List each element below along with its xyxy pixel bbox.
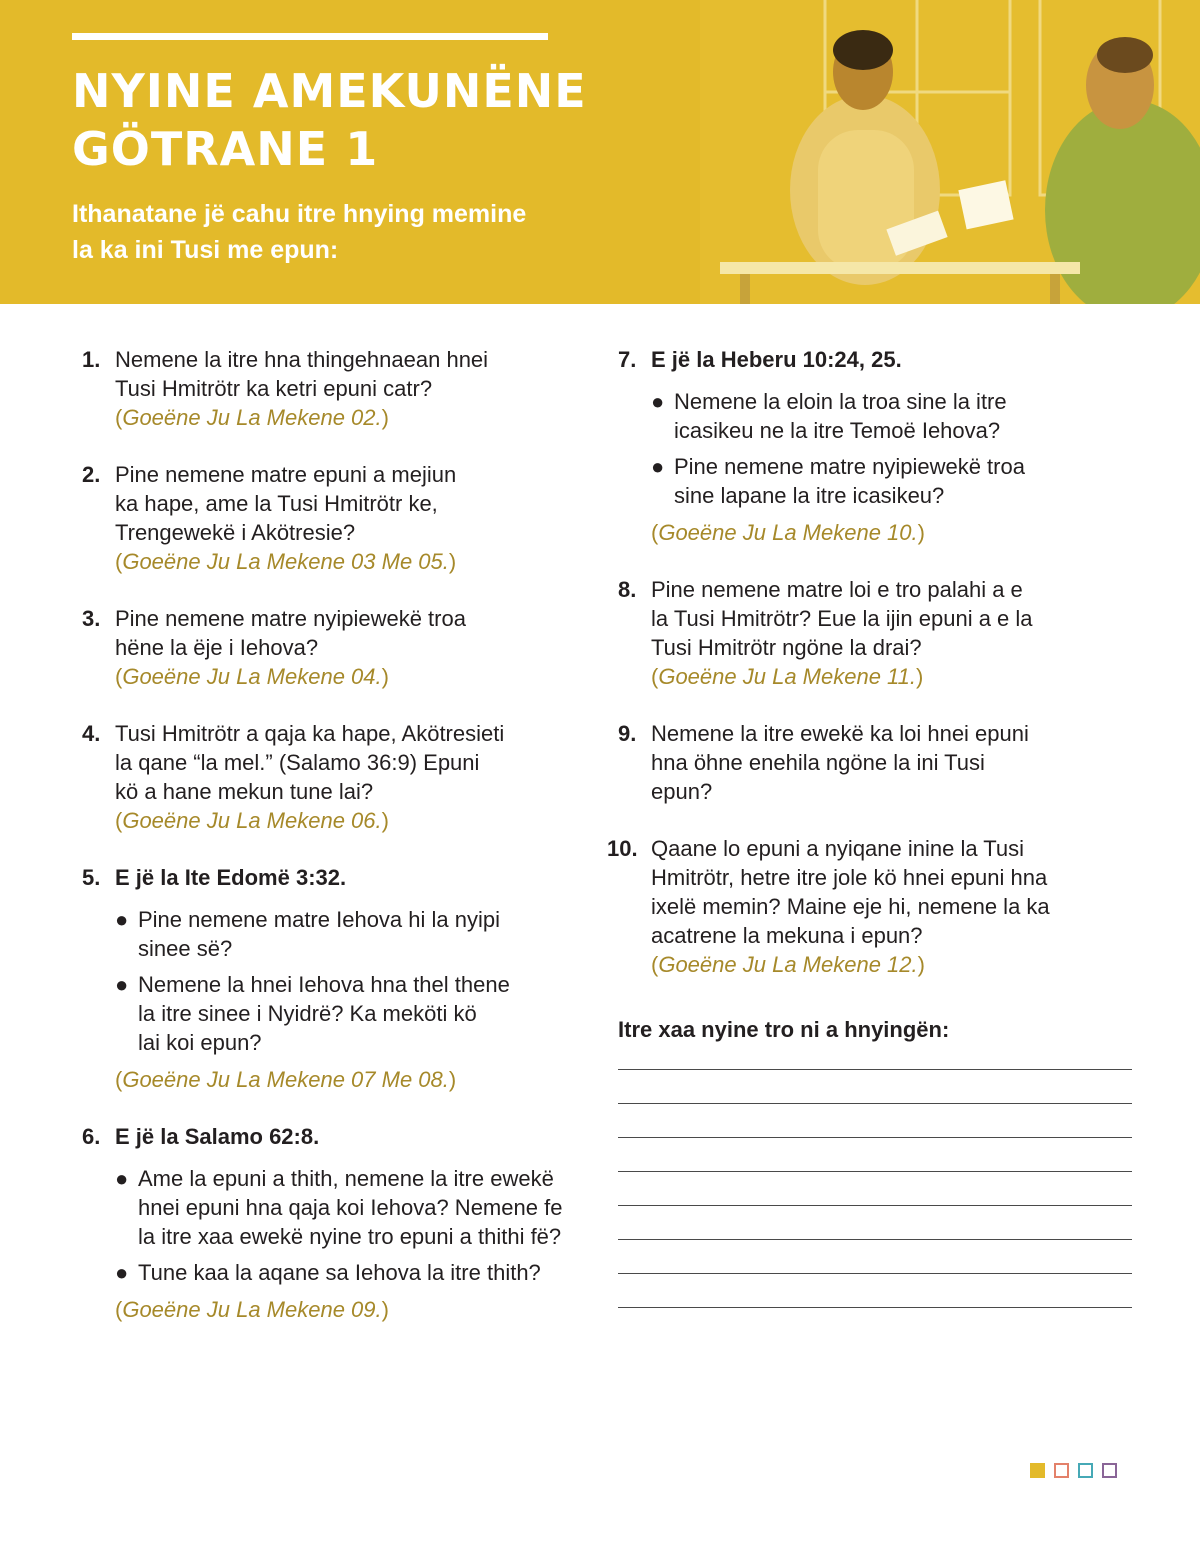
question-text-line: Pine nemene matre epuni a mejiun <box>115 462 457 487</box>
bible-study-illustration <box>700 0 1200 304</box>
question-reference: Goeëne Ju La Mekene 09. <box>122 1297 382 1322</box>
question-text-line: acatrene la mekuna i epun? <box>651 923 923 948</box>
header-rule <box>72 33 548 40</box>
questions-right-column <box>607 345 1138 1308</box>
question-number: 10. <box>607 836 638 861</box>
question-number: 7. <box>618 347 637 372</box>
question-1: 1. Nemene la itre hna thingehnaean hnei Tusi Hmitrötr ka ketri epuni catr? (Goeëne Ju La Mekene 02.) <box>82 347 489 430</box>
answer-line[interactable] <box>618 1069 1132 1070</box>
bullet-text-line: Tune kaa la aqane sa Iehova la itre thith? <box>138 1260 541 1285</box>
bullet-text-line: Pine nemene matre Iehova hi la nyipi <box>138 907 500 932</box>
bullet-text-line: hnei epuni hna qaja koi Iehova? Nemene fe <box>138 1195 563 1220</box>
question-reference: Goeëne Ju La Mekene 04. <box>122 664 382 689</box>
bullet-dot-icon: ● <box>115 972 129 997</box>
bullet-list <box>115 905 592 1057</box>
question-number: 4. <box>82 721 101 746</box>
answer-line[interactable] <box>618 1239 1132 1240</box>
subtitle-line-2: la ka ini Tusi me epun: <box>72 236 339 264</box>
answer-line[interactable] <box>618 1273 1132 1274</box>
bullet-list <box>115 1164 592 1287</box>
page-subtitle <box>72 196 592 268</box>
question-reference: Goeëne Ju La Mekene 02. <box>122 405 382 430</box>
question-text-line: la Tusi Hmitrötr? Eue la ijin epuni a e la <box>651 606 1033 631</box>
question-3: 3. Pine nemene matre nyipiewekë troa hëne la ëje i Iehova? (Goeëne Ju La Mekene 04.) <box>82 606 466 689</box>
question-text-line: ka hape, ame la Tusi Hmitrötr ke, <box>115 491 438 516</box>
question-7: 7. E jë la Heberu 10:24, 25. ● Nemene la eloin la troa sine la itre icasikeu ne la itre Temoë Iehova? ● Pine nemene matre nyipiewekë troa sine lapane la itre icasikeu? (Goeëne Ju La Mekene 10.) <box>618 345 1138 547</box>
footer-squares <box>1030 1463 1117 1478</box>
question-text-line: la qane “la mel.” (Salamo 36:9) Epuni <box>115 750 480 775</box>
question-text-line: epun? <box>651 779 713 804</box>
question-10: 10. Qaane lo epuni a nyiqane inine la Tusi Hmitrötr, hetre itre jole kö hnei epuni hna ixelë memin? Maine eje hi, nemene la ka acatrene la mekuna i epun? (Goeëne Ju La Mekene 12.) <box>607 836 1050 977</box>
answer-line[interactable] <box>618 1307 1132 1308</box>
square-outline-icon <box>1078 1463 1093 1478</box>
bullet-text-line: Nemene la eloin la troa sine la itre <box>674 389 1007 414</box>
question-text-line: Pine nemene matre nyipiewekë troa <box>115 606 466 631</box>
answer-line[interactable] <box>618 1205 1132 1206</box>
question-text-line: ixelë memin? Maine eje hi, nemene la ka <box>651 894 1050 919</box>
question-5: 5. E jë la Ite Edomë 3:32. ● Pine nemene matre Iehova hi la nyipi sinee së? ● Nemene la hnei Iehova hna thel thene la itre sinee i Nyidrë? Ka meköti kö lai koi epun? (Goeëne Ju La Mekene 07 Me 08.) <box>82 863 592 1094</box>
question-8: 8. Pine nemene matre loi e tro palahi a e la Tusi Hmitrötr? Eue la ijin epuni a e la Tusi Hmitrötr ngöne la drai? (Goeëne Ju La Mekene 11.) <box>618 577 1033 689</box>
question-text-line: Tusi Hmitrötr ka ketri epuni catr? <box>115 376 433 401</box>
bullet-item <box>651 452 1138 510</box>
header-banner <box>0 0 1200 304</box>
square-outline-icon <box>1102 1463 1117 1478</box>
bullet-text-line: Pine nemene matre nyipiewekë troa <box>674 454 1025 479</box>
answer-line[interactable] <box>618 1137 1132 1138</box>
bullet-text-line: Nemene la hnei Iehova hna thel thene <box>138 972 510 997</box>
question-text-line: Trengewekë i Akötresie? <box>115 520 356 545</box>
bullet-text-line: la itre sinee i Nyidrë? Ka meköti kö <box>138 1001 477 1026</box>
bullet-text-line: icasikeu ne la itre Temoë Iehova? <box>674 418 1001 443</box>
question-reference: Goeëne Ju La Mekene 11. <box>658 664 916 689</box>
question-number: 2. <box>82 462 101 487</box>
answer-line[interactable] <box>618 1103 1132 1104</box>
bullet-dot-icon: ● <box>115 907 129 932</box>
question-number: 8. <box>618 577 637 602</box>
question-text-line: Pine nemene matre loi e tro palahi a e <box>651 577 1023 602</box>
questions-left-column <box>82 345 592 1324</box>
question-text-line: Tusi Hmitrötr a qaja ka hape, Akötresieti <box>115 721 505 746</box>
bullet-dot-icon: ● <box>651 389 665 414</box>
question-text-line: Nemene la itre hna thingehnaean hnei <box>115 347 489 372</box>
bullet-item <box>115 1258 592 1287</box>
question-4: 4. Tusi Hmitrötr a qaja ka hape, Akötresieti la qane “la mel.” (Salamo 36:9) Epuni kö a hane mekun tune lai? (Goeëne Ju La Mekene 06.) <box>82 721 505 833</box>
bullet-list <box>651 387 1138 510</box>
bullet-text-line: sinee së? <box>138 936 233 961</box>
question-text-line: Qaane lo epuni a nyiqane inine la Tusi <box>651 836 1025 861</box>
square-filled-icon <box>1030 1463 1045 1478</box>
question-6: 6. E jë la Salamo 62:8. ● Ame la epuni a thith, nemene la itre ewekë hnei epuni hna qaja koi Iehova? Nemene fe la itre xaa ewekë nyine tro epuni a thithi fë? ● Tune kaa la aqane sa Iehova la itre thith? (Goeëne Ju La Mekene 09.) <box>82 1122 592 1324</box>
question-text-line: hëne la ëje i Iehova? <box>115 635 319 660</box>
question-reference: Goeëne Ju La Mekene 03 Me 05. <box>122 549 449 574</box>
question-number: 1. <box>82 347 101 372</box>
bullet-dot-icon: ● <box>115 1260 129 1285</box>
question-text-line: Hmitrötr, hetre itre jole kö hnei epuni hna <box>651 865 1048 890</box>
bullet-text-line: Ame la epuni a thith, nemene la itre ewekë <box>138 1166 554 1191</box>
title-line-2: GÖTRANE 1 <box>72 122 379 176</box>
question-9 <box>618 719 1138 806</box>
answer-line[interactable] <box>618 1171 1132 1172</box>
question-reference: Goeëne Ju La Mekene 07 Me 08. <box>122 1067 449 1092</box>
bullet-text-line: la itre xaa ewekë nyine tro epuni a thithi fë? <box>138 1224 562 1249</box>
question-number: 9. <box>618 721 637 746</box>
title-line-1: NYINE AMEKUNËNE <box>72 64 587 118</box>
notes-heading: Itre xaa nyine tro ni a hnyingën: <box>618 1017 950 1042</box>
question-heading: E jë la Ite Edomë 3:32. <box>115 865 347 890</box>
subtitle-line-1: Ithanatane jë cahu itre hnying memine <box>72 200 527 228</box>
question-text-line: hna öhne enehila ngöne la ini Tusi <box>651 750 985 775</box>
question-reference: Goeëne Ju La Mekene 06. <box>122 808 382 833</box>
bullet-dot-icon: ● <box>651 454 665 479</box>
bullet-dot-icon: ● <box>115 1166 129 1191</box>
question-reference: Goeëne Ju La Mekene 10. <box>658 520 918 545</box>
bullet-item <box>115 1164 592 1251</box>
bullet-item <box>115 905 592 963</box>
question-number: 3. <box>82 606 101 631</box>
question-heading: E jë la Heberu 10:24, 25. <box>651 347 902 372</box>
question-text-line: kö a hane mekun tune lai? <box>115 779 374 804</box>
question-text-line: Nemene la itre ewekë ka loi hnei epuni <box>651 721 1029 746</box>
question-text-line: Tusi Hmitrötr ngöne la drai? <box>651 635 922 660</box>
question-number: 6. <box>82 1124 101 1149</box>
question-reference: Goeëne Ju La Mekene 12. <box>658 952 918 977</box>
bullet-item <box>115 970 592 1057</box>
question-heading: E jë la Salamo 62:8. <box>115 1124 320 1149</box>
question-number: 5. <box>82 865 101 890</box>
square-outline-icon <box>1054 1463 1069 1478</box>
bullet-text-line: lai koi epun? <box>138 1030 262 1055</box>
bullet-item <box>651 387 1138 445</box>
page-title <box>72 62 632 178</box>
question-2: 2. Pine nemene matre epuni a mejiun ka hape, ame la Tusi Hmitrötr ke, Trengewekë i Akötresie? (Goeëne Ju La Mekene 03 Me 05.) <box>82 462 457 574</box>
bullet-text-line: sine lapane la itre icasikeu? <box>674 483 945 508</box>
